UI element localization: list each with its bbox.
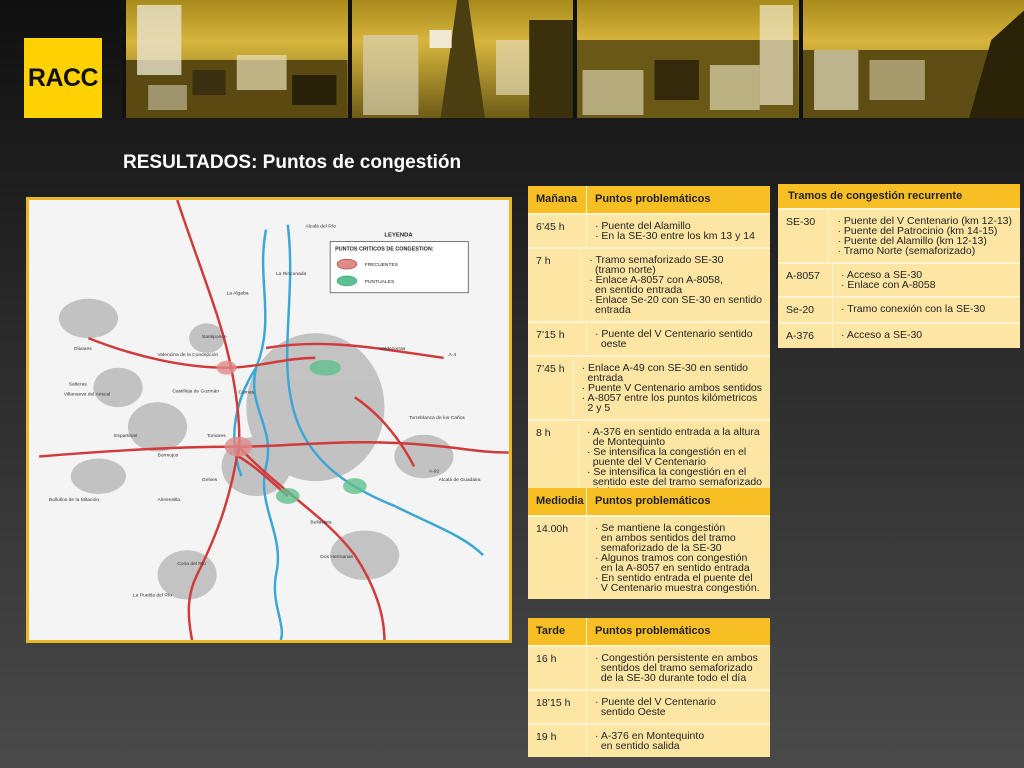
row-time: 19 h (536, 731, 557, 743)
table-row (528, 689, 770, 723)
row-line: oeste (595, 338, 627, 350)
row-line: · Enlace Se-20 con SE-30 en sentido (589, 294, 762, 306)
table-row (528, 321, 770, 355)
row-line: · Enlace A-8057 con A-8058, (589, 274, 723, 286)
table-row (778, 296, 1020, 322)
header-points: Puntos problemáticos (586, 186, 770, 213)
place-label: Alcalá de Guadaira (438, 478, 481, 484)
row-line: en ambos sentidos del tramo (595, 532, 736, 544)
row-line: · Enlace con A-8058 (841, 279, 936, 291)
legend-title: LEYENDA (384, 232, 413, 239)
row-line: puente del V Centenario (586, 456, 706, 468)
table-row (778, 262, 1020, 296)
row-line: · A-8057 entre los puntos kilómetricos (581, 392, 758, 404)
row-line: sentido Oeste (595, 706, 666, 718)
row-line: · En la SE-30 entre los km 13 y 14 (595, 230, 755, 242)
header-points: Puntos problemáticos (586, 618, 770, 645)
place-label: Salteras (68, 382, 87, 388)
row-points (580, 249, 770, 321)
row-line: en la A-8057 en sentido entrada (595, 562, 750, 574)
banner-photo-2 (348, 0, 574, 118)
row-line: · En sentido entrada el puente del (595, 572, 753, 584)
logo-text: RACC (27, 63, 99, 92)
row-road: Se-20 (786, 304, 815, 316)
row-points (586, 647, 770, 689)
row-time: 14.00h (536, 523, 569, 535)
row-line: en sentido entrada (589, 284, 683, 296)
row-points (586, 215, 770, 247)
row-points (832, 264, 1020, 296)
row-line: sentido este del tramo semaforizado (586, 476, 762, 488)
page-title: RESULTADOS: Puntos de congestión (123, 152, 462, 173)
row-line: · A-376 en Montequinto (595, 730, 705, 742)
row-line: · Acceso a SE-30 (841, 269, 923, 281)
mediodia-table (528, 488, 770, 599)
header-time: Tarde (536, 625, 566, 637)
row-line: 2 y 5 (581, 402, 611, 414)
place-label: Dos Hermanas (320, 555, 354, 561)
place-label: Castilleja de Guzmán (172, 389, 220, 395)
row-points (586, 517, 770, 599)
row-line: · Enlace A-49 con SE-30 en sentido (581, 362, 748, 374)
row-road: A-376 (786, 330, 815, 342)
table-header (528, 186, 770, 213)
table-row (778, 322, 1020, 348)
recurrent-table (778, 184, 1020, 348)
racc-logo (24, 38, 102, 118)
row-points (586, 323, 770, 355)
row-points (573, 357, 770, 419)
row-line: · Puente del Patrocinio (km 14-15) (837, 225, 998, 237)
header-banner (122, 0, 1024, 118)
row-line: · Se intensifica la congestión en el (586, 446, 747, 458)
row-road: SE-30 (786, 216, 816, 228)
place-label: Torreblanca de los Caños (409, 416, 465, 422)
row-line: · Puente del V Centenario (595, 696, 716, 708)
table-row (528, 515, 770, 599)
row-points (828, 210, 1020, 262)
banner-photo-1 (122, 0, 348, 118)
row-line: · Puente V Centenario ambos sentidos (581, 382, 762, 394)
row-line: · Tramo conexión con la SE-30 (841, 303, 986, 315)
place-label: Bormujos (157, 453, 179, 459)
row-time: 7 h (536, 255, 551, 267)
place-label: Espartinas (114, 433, 138, 439)
row-line: (tramo norte) (589, 264, 656, 276)
row-points (832, 324, 1020, 348)
header-time: Mañana (536, 193, 577, 205)
row-line: · Tramo Norte (semaforizado) (837, 245, 976, 257)
row-line: en sentido salida (595, 740, 680, 752)
banner-photo-4 (799, 0, 1024, 118)
place-label: Tomares (206, 433, 226, 439)
row-line: sentidos del tramo semaforizado (595, 662, 753, 674)
banner-photo-3 (573, 0, 799, 118)
row-points (832, 298, 1020, 322)
place-label: Valdezorras (379, 346, 406, 352)
legend-frecuentes: FRECUENTES (364, 263, 399, 269)
row-line: · Puente del Alamillo (km 12-13) (837, 235, 987, 247)
place-label: Almensilla (157, 497, 180, 503)
place-label: La Rinconada (275, 271, 307, 277)
place-label: La Puebla del Río (132, 593, 172, 599)
place-label: Olivares (73, 346, 92, 352)
row-line: V Centenario muestra congestión. (595, 582, 760, 594)
place-label: Villanueva del Ariscal (63, 392, 111, 398)
table-header (528, 488, 770, 515)
place-label: Bollullos de la Mitación (49, 497, 100, 503)
place-label: Bellavista (310, 520, 332, 526)
place-label: Valencina de la Concepción (157, 352, 219, 358)
place-label: Camas (238, 390, 255, 396)
place-label: Coria del Río (177, 562, 206, 568)
row-line: · Acceso a SE-30 (841, 329, 923, 341)
row-line: entrada (581, 372, 624, 384)
table-row (528, 645, 770, 689)
row-time: 7’45 h (536, 363, 565, 375)
row-line: de la SE-30 durante todo el día (595, 672, 747, 684)
row-time: 8 h (536, 427, 551, 439)
row-time: 16 h (536, 653, 557, 665)
row-points (586, 725, 770, 757)
row-line: · Puente del V Centenario sentido (595, 328, 753, 340)
table-row (778, 208, 1020, 262)
row-line: · Congestión persistente en ambos (595, 652, 758, 664)
table-header (528, 618, 770, 645)
row-line: · Algunos tramos con congestión (595, 552, 748, 564)
legend-subtitle: PUNTOS CRITICOS DE CONGESTION: (335, 246, 434, 253)
table-row (528, 355, 770, 419)
map-drawing (29, 200, 509, 640)
table-row (528, 247, 770, 321)
row-line: · Se intensifica la congestión en el (586, 466, 747, 478)
place-label: Gelves (201, 478, 218, 484)
row-points (586, 691, 770, 723)
header-points: Puntos problemáticos (586, 488, 770, 515)
table-header: Tramos de congestión recurrente (778, 184, 1020, 208)
legend-puntuales: PUNTUALES (364, 279, 395, 285)
row-line: de Montequinto (586, 436, 666, 448)
row-time: 6’45 h (536, 221, 565, 233)
congestion-map (26, 197, 512, 643)
row-time: 18’15 h (536, 697, 571, 709)
manana-table (528, 186, 770, 503)
place-label: A-92 (428, 469, 440, 475)
table-row (528, 723, 770, 757)
tarde-table (528, 618, 770, 757)
row-line: · Puente del Alamillo (595, 220, 691, 232)
place-label: Alcalá del Río (305, 224, 336, 230)
place-label: A-4 (448, 352, 457, 358)
place-label: Santiponce (201, 335, 227, 341)
row-line: · Tramo semaforizado SE-30 (589, 254, 724, 266)
header-time: Mediodia (536, 495, 584, 507)
row-line: · Se mantiene la congestión (595, 522, 726, 534)
row-line: · A-376 en sentido entrada a la altura (586, 426, 760, 438)
row-line: semaforizado de la SE-30 (595, 542, 722, 554)
table-row (528, 213, 770, 247)
place-label: La Algaba (226, 291, 249, 297)
map-legend (330, 233, 468, 293)
row-road: A-8057 (786, 270, 820, 282)
row-line: entrada (589, 304, 631, 316)
row-time: 7’15 h (536, 329, 565, 341)
row-line: · Puente del V Centenario (km 12-13) (837, 215, 1012, 227)
